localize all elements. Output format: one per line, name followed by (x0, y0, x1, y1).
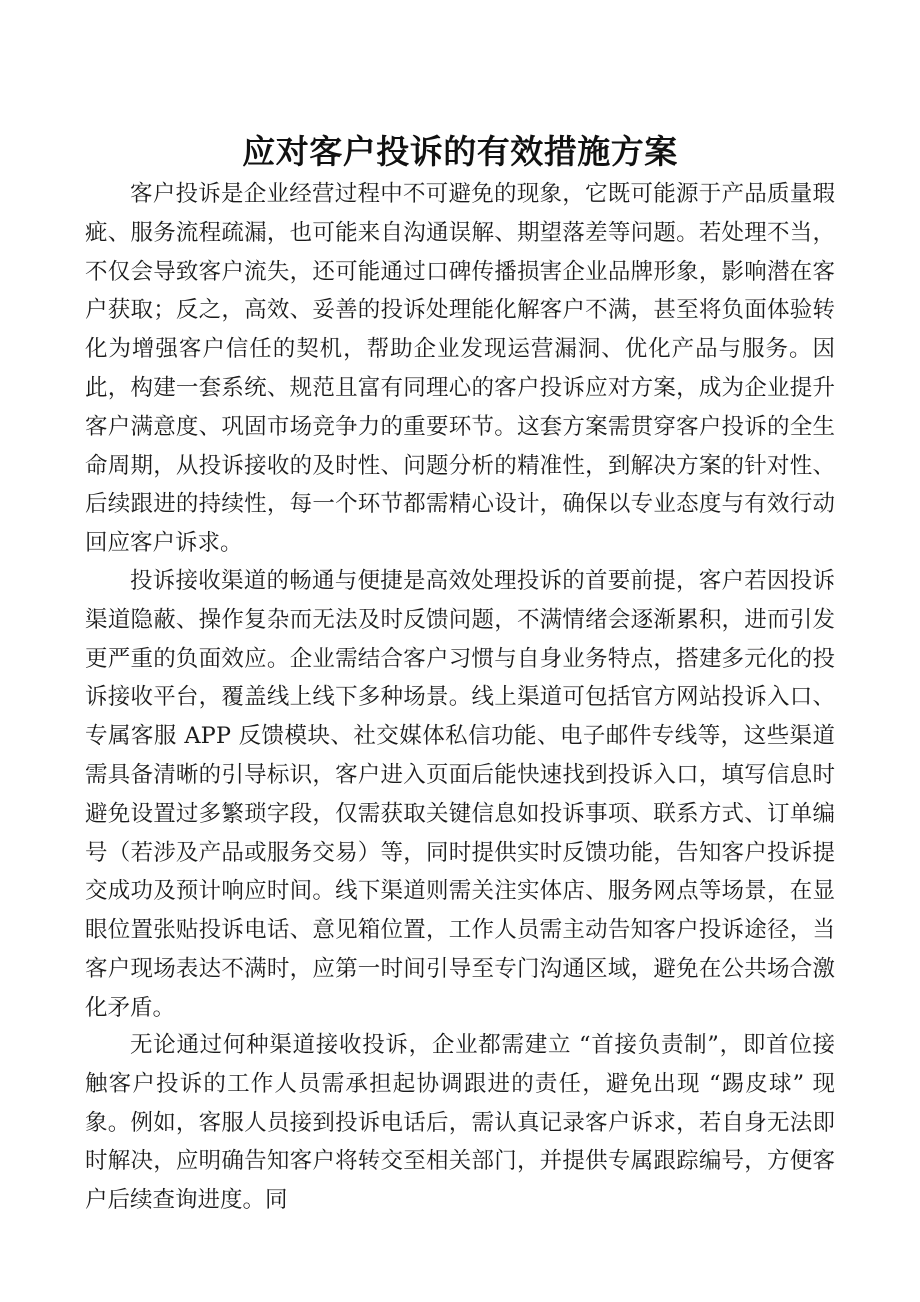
paragraph-channels: 投诉接收渠道的畅通与便捷是高效处理投诉的首要前提，客户若因投诉渠道隐蔽、操作复杂而无法及时反馈问题，不满情绪会逐渐累积，进而引发更严重的负面效应。企业需结合客户习惯与自身业务特点，搭建多元化的投诉接收平台，覆盖线上线下多种场景。线上渠道可包括官方网站投诉入口、专属客服 APP 反馈模块、社交媒体私信功能、电子邮件专线等，这些渠道需具备清晰的引导标识，客户进入页面后能快速找到投诉入口，填写信息时避免设置过多繁琐字段，仅需获取关键信息如投诉事项、联系方式、订单编号（若涉及产品或服务交易）等，同时提供实时反馈功能，告知客户投诉提交成功及预计响应时间。线下渠道则需关注实体店、服务网点等场景，在显眼位置张贴投诉电话、意见箱位置，工作人员需主动告知客户投诉途径，当客户现场表达不满时，应第一时间引导至专门沟通区域，避免在公共场合激化矛盾。 (85, 568, 835, 1021)
paragraph-intro: 客户投诉是企业经营过程中不可避免的现象，它既可能源于产品质量瑕疵、服务流程疏漏，也可能来自沟通误解、期望落差等问题。若处理不当，不仅会导致客户流失，还可能通过口碑传播损害企业品牌形象，影响潜在客户获取；反之，高效、妥善的投诉处理能化解客户不满，甚至将负面体验转化为增强客户信任的契机，帮助企业发现运营漏洞、优化产品与服务。因此，构建一套系统、规范且富有同理心的客户投诉应对方案，成为企业提升客户满意度、巩固市场竞争力的重要环节。这套方案需贯穿客户投诉的全生命周期，从投诉接收的及时性、问题分析的精准性，到解决方案的针对性、后续跟进的持续性，每一个环节都需精心设计，确保以专业态度与有效行动回应客户诉求。 (85, 181, 835, 557)
document-title: 应对客户投诉的有效措施方案 (242, 132, 678, 171)
paragraph-first-contact: 无论通过何种渠道接收投诉，企业都需建立 “首接负责制”，即首位接触客户投诉的工作人员需承担起协调跟进的责任，避免出现 “踢皮球” 现象。例如，客服人员接到投诉电话后，需认真记录客户诉求，若自身无法即时解决，应明确告知客户将转交至相关部门，并提供专属跟踪编号，方便客户后续查询进度。同 (85, 1032, 835, 1214)
